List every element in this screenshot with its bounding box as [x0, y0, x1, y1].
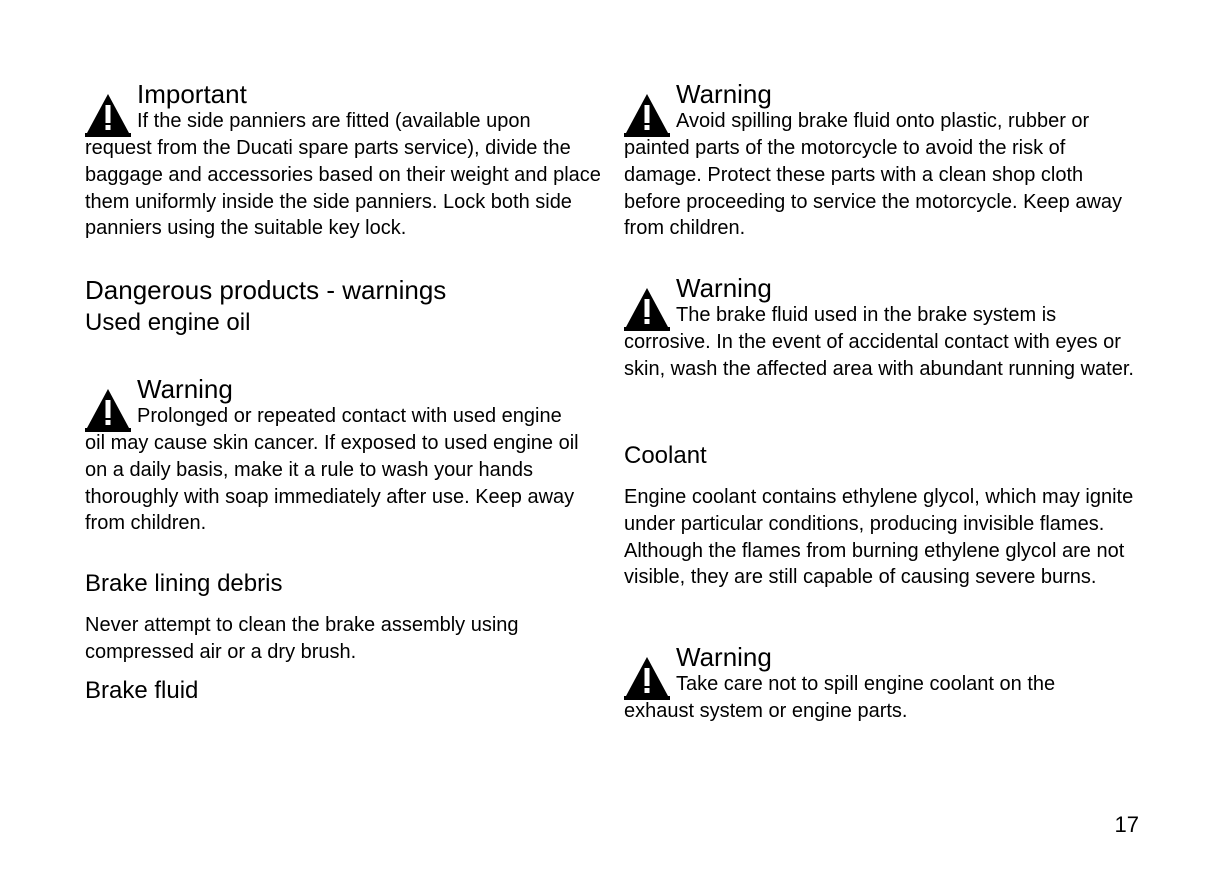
subsection-title-brake-fluid: Brake fluid [85, 677, 199, 704]
notice-text-first-line: The brake fluid used in the brake system is [676, 304, 1057, 326]
notice-text: oil may cause skin cancer. If exposed to used engine oil on a daily basis, make it a rule to wash your hands thoroughly with soap immediately after use. Keep away from children. [85, 432, 579, 535]
subsection-title-used-engine-oil: Used engine oil [85, 309, 251, 336]
notice-text: corrosive. In the event of accidental contact with eyes or skin, wash the affected area with abundant running water. [624, 331, 1134, 380]
subsection-title-coolant: Coolant [624, 442, 707, 469]
section-title: Dangerous products - warnings [85, 275, 447, 305]
notice-text: painted parts of the motorcycle to avoid the risk of damage. Protect these parts with a clean shop cloth before proceeding to service the motorcycle. Keep away from children. [624, 137, 1123, 240]
notice-header [624, 79, 1144, 135]
notice-text-first-line: If the side panniers are fitted (available upon [137, 110, 531, 132]
notice-text-first-line: Prolonged or repeated contact with used engine [137, 405, 562, 427]
notice-header [85, 374, 605, 430]
notice-title: Warning [676, 273, 772, 303]
brake-fluid-warning-1 [624, 79, 1144, 242]
notice-text: request from the Ducati spare parts service), divide the baggage and accessories based on their weight and place them uniformly inside the side panniers. Lock both side panniers using the suitable key lock. [85, 137, 601, 240]
notice-header [624, 273, 1144, 329]
notice-header [85, 79, 605, 135]
coolant-warning [624, 642, 1144, 725]
warning-triangle-icon [624, 654, 670, 700]
notice-text-first-line: Take care not to spill engine coolant on the [676, 673, 1056, 695]
brake-lining-text: Never attempt to clean the brake assembly using compressed air or a dry brush. [85, 614, 519, 663]
notice-header [624, 642, 1144, 698]
notice-title: Warning [676, 79, 772, 109]
important-notice [85, 79, 605, 242]
page-number: 17 [1114, 812, 1139, 837]
subsection-title-brake-lining-debris: Brake lining debris [85, 570, 283, 597]
warning-triangle-icon [624, 285, 670, 331]
warning-triangle-icon [624, 91, 670, 137]
warning-triangle-icon [85, 91, 131, 137]
notice-title: Important [137, 79, 247, 109]
notice-title: Warning [137, 374, 233, 404]
notice-text-first-line: Avoid spilling brake fluid onto plastic, rubber or [676, 110, 1090, 132]
warning-triangle-icon [85, 386, 131, 432]
notice-text: exhaust system or engine parts. [624, 700, 908, 722]
notice-title: Warning [676, 642, 772, 672]
coolant-text: Engine coolant contains ethylene glycol, which may ignite under particular conditions, producing invisible flames. Although the flames from burning ethylene glycol are not visible, they are still capable of causing severe burns. [624, 486, 1134, 589]
oil-warning-notice [85, 374, 605, 537]
brake-fluid-warning-2 [624, 273, 1144, 383]
